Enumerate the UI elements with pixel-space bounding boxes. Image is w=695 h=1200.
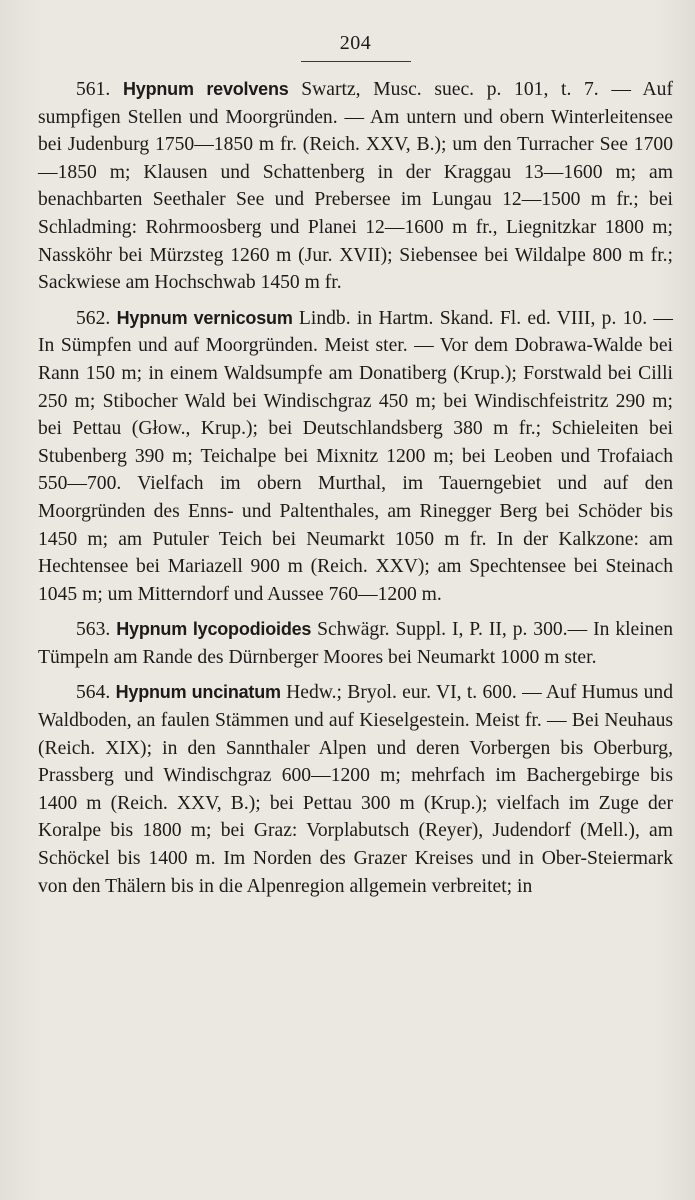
- header-rule: [301, 61, 411, 62]
- entry-562: [38, 305, 673, 609]
- species-name: Hypnum vernicosum: [116, 307, 293, 328]
- page-number: 204: [339, 32, 372, 54]
- entry-564: [38, 679, 673, 900]
- entry-text: Hedw.; Bryol. eur. VI, t. 600. — Auf Humus und Waldboden, an faulen Stämmen und auf Kieselgestein. Meist fr. — Bei Neuhaus (Reich. XIX); in den Sannthaler Alpen und deren Vorbergen bis Oberburg, Prassberg und Windischgraz 600—1200 m; mehrfach im Bachergebirge bis 1400 m (Reich. XXV, B.); bei Pettau 300 m (Krup.); vielfach im Zuge der Koralpe bis 1800 m; bei Graz: Vorplabutsch (Reyer), Judendorf (Mell.), am Schöckel bis 1400 m. Im Norden des Grazer Kreises und in Ober-Steiermark von den Thälern bis in die Alpenregion allgemein verbreitet; in: [38, 682, 673, 897]
- entry-number: 561.: [76, 79, 111, 100]
- species-name: Hypnum lycopodioides: [116, 619, 312, 640]
- entry-561: [38, 76, 673, 297]
- entry-text: Schwägr. Suppl. I, P. II, p. 300.— In kleinen Tümpeln am Rande des Dürnberger Moores bei Neumarkt 1000 m ster.: [38, 619, 673, 668]
- entry-563: [38, 616, 673, 671]
- entry-number: 564.: [76, 682, 111, 704]
- entry-text: Lindb. in Hartm. Skand. Fl. ed. VIII, p. 10. — In Sümpfen und auf Moorgründen. Meist ster. — Vor dem Dobrawa-Walde bei Rann 150 m; in einem Waldsumpfe am Donatiberg (Krup.); Forstwald bei Cilli 250 m; Stibocher Wald bei Windischgraz 450 m; bei Windischfeistritz 290 m; bei Pettau (Głow., Krup.); bei Deutschlandsberg 380 m fr.; Schieleiten bei Stubenberg 390 m; Teichalpe bei Mixnitz 1200 m; bei Leoben und Trofaiach 550—700. Vielfach im obern Murthal, im Tauerngebiet und auf den Moorgründen des Enns- und Paltenthales, am Rinegger Berg bei Schöder bis 1450 m; am Putuler Teich bei Neumarkt 1050 m fr. In der Kalkzone: am Hechtensee bei Mariazell 900 m (Reich. XXV); am Spechtensee bei Steinach 1045 m; um Mitterndorf und Aussee 760—1200 m.: [38, 307, 674, 605]
- species-name: Hypnum uncinatum: [115, 682, 281, 703]
- entry-number: 563.: [76, 619, 111, 641]
- entry-text: Swartz, Musc. suec. p. 101, t. 7. — Auf sumpfigen Stellen und Moorgründen. — Am untern und obern Winterleitensee bei Judenburg 1750—1850 m fr. (Reich. XXV, B.); um den Turracher See 1700—1850 m; Klausen und Schattenberg in der Kraggau 13—1600 m; am benachbarten Seethaler See und Prebersee im Lungau 12—1500 m fr.; bei Schladming: Rohrmoosberg und Planei 12—1600 m fr., Liegnitzkar 1800 m; Nassköhr bei Mürzsteg 1260 m (Jur. XVII); Siebensee bei Wildalpe 800 m fr.; Sackwiese am Hochschwab 1450 m fr.: [38, 79, 673, 294]
- species-name: Hypnum revolvens: [122, 79, 289, 99]
- entry-number: 562.: [76, 307, 111, 329]
